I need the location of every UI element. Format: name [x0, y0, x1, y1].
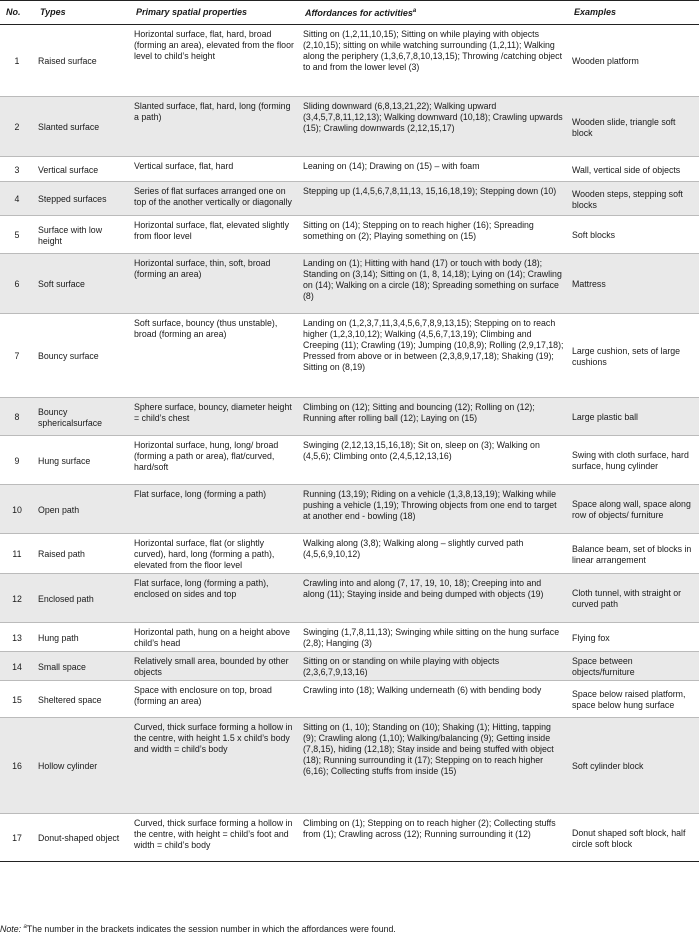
header-affordances-footnote-mark: a [412, 8, 417, 14]
table-row [0, 216, 699, 254]
row-affordances: Crawling into and along (7, 17, 19, 10, 18); Creeping into and along (11); Staying inside and being dumped with objects (19) [299, 574, 568, 623]
row-number: 3 [0, 157, 34, 182]
row-spatial-properties: Curved, thick surface forming a hollow in the centre, with height 1.5 x child’s body and width = child’s body [130, 718, 299, 814]
table-row [0, 436, 699, 485]
row-number: 1 [0, 25, 34, 97]
row-number: 5 [0, 216, 34, 254]
row-examples: Flying fox [568, 623, 699, 652]
table-row [0, 681, 699, 718]
table-row [0, 398, 699, 436]
row-type: Soft surface [34, 254, 130, 314]
row-type: Enclosed path [34, 574, 130, 623]
row-affordances: Sitting on or standing on while playing with objects (2,3,6,7,9,13,16) [299, 652, 568, 681]
table-row [0, 623, 699, 652]
row-affordances: Sitting on (14); Stepping on to reach higher (16); Spreading something on (2); Playing something on (15) [299, 216, 568, 254]
row-spatial-properties: Relatively small area, bounded by other objects [130, 652, 299, 681]
row-type: Raised surface [34, 25, 130, 97]
row-spatial-properties: Series of flat surfaces arranged one on top of the another vertically or diagonally [130, 182, 299, 216]
row-number: 15 [0, 681, 34, 718]
note-text: The number in the brackets indicates the session number in which the affordances were found. [26, 924, 396, 934]
row-spatial-properties: Curved, thick surface forming a hollow in the centre, with height = child’s foot and width = child’s body [130, 814, 299, 862]
row-number: 14 [0, 652, 34, 681]
header-types: Types [34, 1, 130, 25]
row-number: 10 [0, 485, 34, 534]
row-type: Surface with low height [34, 216, 130, 254]
row-examples: Space below raised platform, space below hung surface [568, 681, 699, 718]
row-affordances: Climbing on (1); Stepping on to reach higher (2); Collecting stuffs from (1); Crawling across (12); Running surrounding it (12) [299, 814, 568, 862]
row-affordances: Climbing on (12); Sitting and bouncing (12); Rolling on (12); Running after rolling ball (12); Laying on (15) [299, 398, 568, 436]
row-number: 12 [0, 574, 34, 623]
row-examples: Space along wall, space along row of objects/ furniture [568, 485, 699, 534]
row-affordances: Sitting on (1, 10); Standing on (10); Shaking (1); Hitting, tapping (9); Crawling along (1,10); Walking/balancing (9); Getting inside (7,8,15), hiding (12,18); Stay inside and being stuffed with object (18); Running surrounding it (17); Stepping on to reach higher (6,16); Collecting stuffs from inside (15) [299, 718, 568, 814]
row-spatial-properties: Flat surface, long (forming a path) [130, 485, 299, 534]
row-examples: Wooden slide, triangle soft block [568, 97, 699, 157]
row-affordances: Walking along (3,8); Walking along – slightly curved path (4,5,6,9,10,12) [299, 534, 568, 574]
row-number: 7 [0, 314, 34, 398]
row-examples: Swing with cloth surface, hard surface, hung cylinder [568, 436, 699, 485]
row-type: Raised path [34, 534, 130, 574]
table-row [0, 254, 699, 314]
row-affordances: Running (13,19); Riding on a vehicle (1,3,8,13,19); Walking while pushing a vehicle (1,19); Throwing objects from one end to target at another end - bowling (18) [299, 485, 568, 534]
row-examples: Balance beam, set of blocks in linear arrangement [568, 534, 699, 574]
header-affordances [299, 1, 568, 25]
row-examples: Donut shaped soft block, half circle soft block [568, 814, 699, 862]
note-label: Note: [0, 924, 22, 934]
row-affordances: Sitting on (1,2,11,10,15); Sitting on while playing with objects (2,10,15); sitting on while watching surrounding (1,2,11); Walking along the periphery (1,3,6,7,8,10,13,15); Throwing /catching object to and from the lower level (3) [299, 25, 568, 97]
row-spatial-properties: Horizontal surface, flat (or slightly curved), hard, long (forming a path), elevated from the floor level [130, 534, 299, 574]
row-affordances: Landing on (1); Hitting with hand (17) or touch with body (18); Standing on (3,14); Sitting on (1, 8, 14,18); Lying on (14); Crawling on (14); Walking on a circle (18); Spreading something on surface (8) [299, 254, 568, 314]
row-spatial-properties: Space with enclosure on top, broad (forming an area) [130, 681, 299, 718]
row-number: 17 [0, 814, 34, 862]
table-row [0, 718, 699, 814]
row-examples: Wooden platform [568, 25, 699, 97]
row-type: Small space [34, 652, 130, 681]
table-note [0, 924, 396, 934]
header-props: Primary spatial properties [130, 1, 299, 25]
header-examples: Examples [568, 1, 699, 25]
row-affordances: Swinging (2,12,13,15,16,18); Sit on, sleep on (3); Walking on (4,5,6); Climbing onto (2,4,5,12,13,16) [299, 436, 568, 485]
row-type: Hung surface [34, 436, 130, 485]
row-affordances: Stepping up (1,4,5,6,7,8,11,13, 15,16,18,19); Stepping down (10) [299, 182, 568, 216]
table-row [0, 814, 699, 862]
row-examples: Wall, vertical side of objects [568, 157, 699, 182]
row-examples: Mattress [568, 254, 699, 314]
table-row [0, 534, 699, 574]
header-affordances-label: Affordances for activities [305, 8, 413, 18]
row-affordances: Landing on (1,2,3,7,11,3,4,5,6,7,8,9,13,15); Stepping on to reach higher (1,2,3,10,12); Walking (4,5,6,7,13,19); Climbing and Creeping (11); Crawling (19); Jumping (10,8,9); Rolling (2,9,17,18); Pressed from above or in between (2,3,8,9,17,18); Shaking (19); Sitting on (8,19) [299, 314, 568, 398]
row-number: 13 [0, 623, 34, 652]
table-body [0, 25, 699, 862]
row-affordances: Swinging (1,7,8,11,13); Swinging while sitting on the hung surface (2,8); Hanging (3) [299, 623, 568, 652]
row-affordances: Leaning on (14); Drawing on (15) – with foam [299, 157, 568, 182]
row-type: Hollow cylinder [34, 718, 130, 814]
row-examples: Space between objects/furniture [568, 652, 699, 681]
row-type: Bouncy surface [34, 314, 130, 398]
row-number: 4 [0, 182, 34, 216]
table-row [0, 25, 699, 97]
table-row [0, 485, 699, 534]
row-number: 16 [0, 718, 34, 814]
row-number: 9 [0, 436, 34, 485]
row-examples: Wooden steps, stepping soft blocks [568, 182, 699, 216]
row-spatial-properties: Flat surface, long (forming a path), enclosed on sides and top [130, 574, 299, 623]
row-affordances: Sliding downward (6,8,13,21,22); Walking upward (3,4,5,7,8,11,12,13); Walking downward (10,18); Crawling upwards (15); Crawling downwards (2,12,15,17) [299, 97, 568, 157]
row-examples: Cloth tunnel, with straight or curved path [568, 574, 699, 623]
row-type: Donut-shaped object [34, 814, 130, 862]
row-examples: Large cushion, sets of large cushions [568, 314, 699, 398]
row-number: 2 [0, 97, 34, 157]
row-spatial-properties: Horizontal surface, flat, hard, broad (forming an area), elevated from the floor level to child’s height [130, 25, 299, 97]
row-examples: Soft blocks [568, 216, 699, 254]
table-row [0, 157, 699, 182]
row-spatial-properties: Soft surface, bouncy (thus unstable), broad (forming an area) [130, 314, 299, 398]
table-row [0, 574, 699, 623]
table-header [0, 1, 699, 25]
row-examples: Soft cylinder block [568, 718, 699, 814]
row-spatial-properties: Horizontal surface, hung, long/ broad (forming a path or area), flat/curved, hard/soft [130, 436, 299, 485]
row-spatial-properties: Vertical surface, flat, hard [130, 157, 299, 182]
row-spatial-properties: Sphere surface, bouncy, diameter height = child’s chest [130, 398, 299, 436]
row-spatial-properties: Horizontal surface, flat, elevated slightly from floor level [130, 216, 299, 254]
table-row [0, 182, 699, 216]
row-type: Bouncy sphericalsurface [34, 398, 130, 436]
table-row [0, 652, 699, 681]
table-row [0, 314, 699, 398]
row-spatial-properties: Horizontal surface, thin, soft, broad (forming an area) [130, 254, 299, 314]
row-number: 6 [0, 254, 34, 314]
header-no: No. [0, 1, 34, 25]
row-type: Slanted surface [34, 97, 130, 157]
row-type: Sheltered space [34, 681, 130, 718]
row-number: 8 [0, 398, 34, 436]
note-footnote-mark: a [23, 924, 27, 931]
row-type: Hung path [34, 623, 130, 652]
row-spatial-properties: Slanted surface, flat, hard, long (forming a path) [130, 97, 299, 157]
row-affordances: Crawling into (18); Walking underneath (6) with bending body [299, 681, 568, 718]
row-type: Stepped surfaces [34, 182, 130, 216]
row-spatial-properties: Horizontal path, hung on a height above child’s head [130, 623, 299, 652]
table-row [0, 97, 699, 157]
row-examples: Large plastic ball [568, 398, 699, 436]
row-type: Open path [34, 485, 130, 534]
row-number: 11 [0, 534, 34, 574]
row-type: Vertical surface [34, 157, 130, 182]
